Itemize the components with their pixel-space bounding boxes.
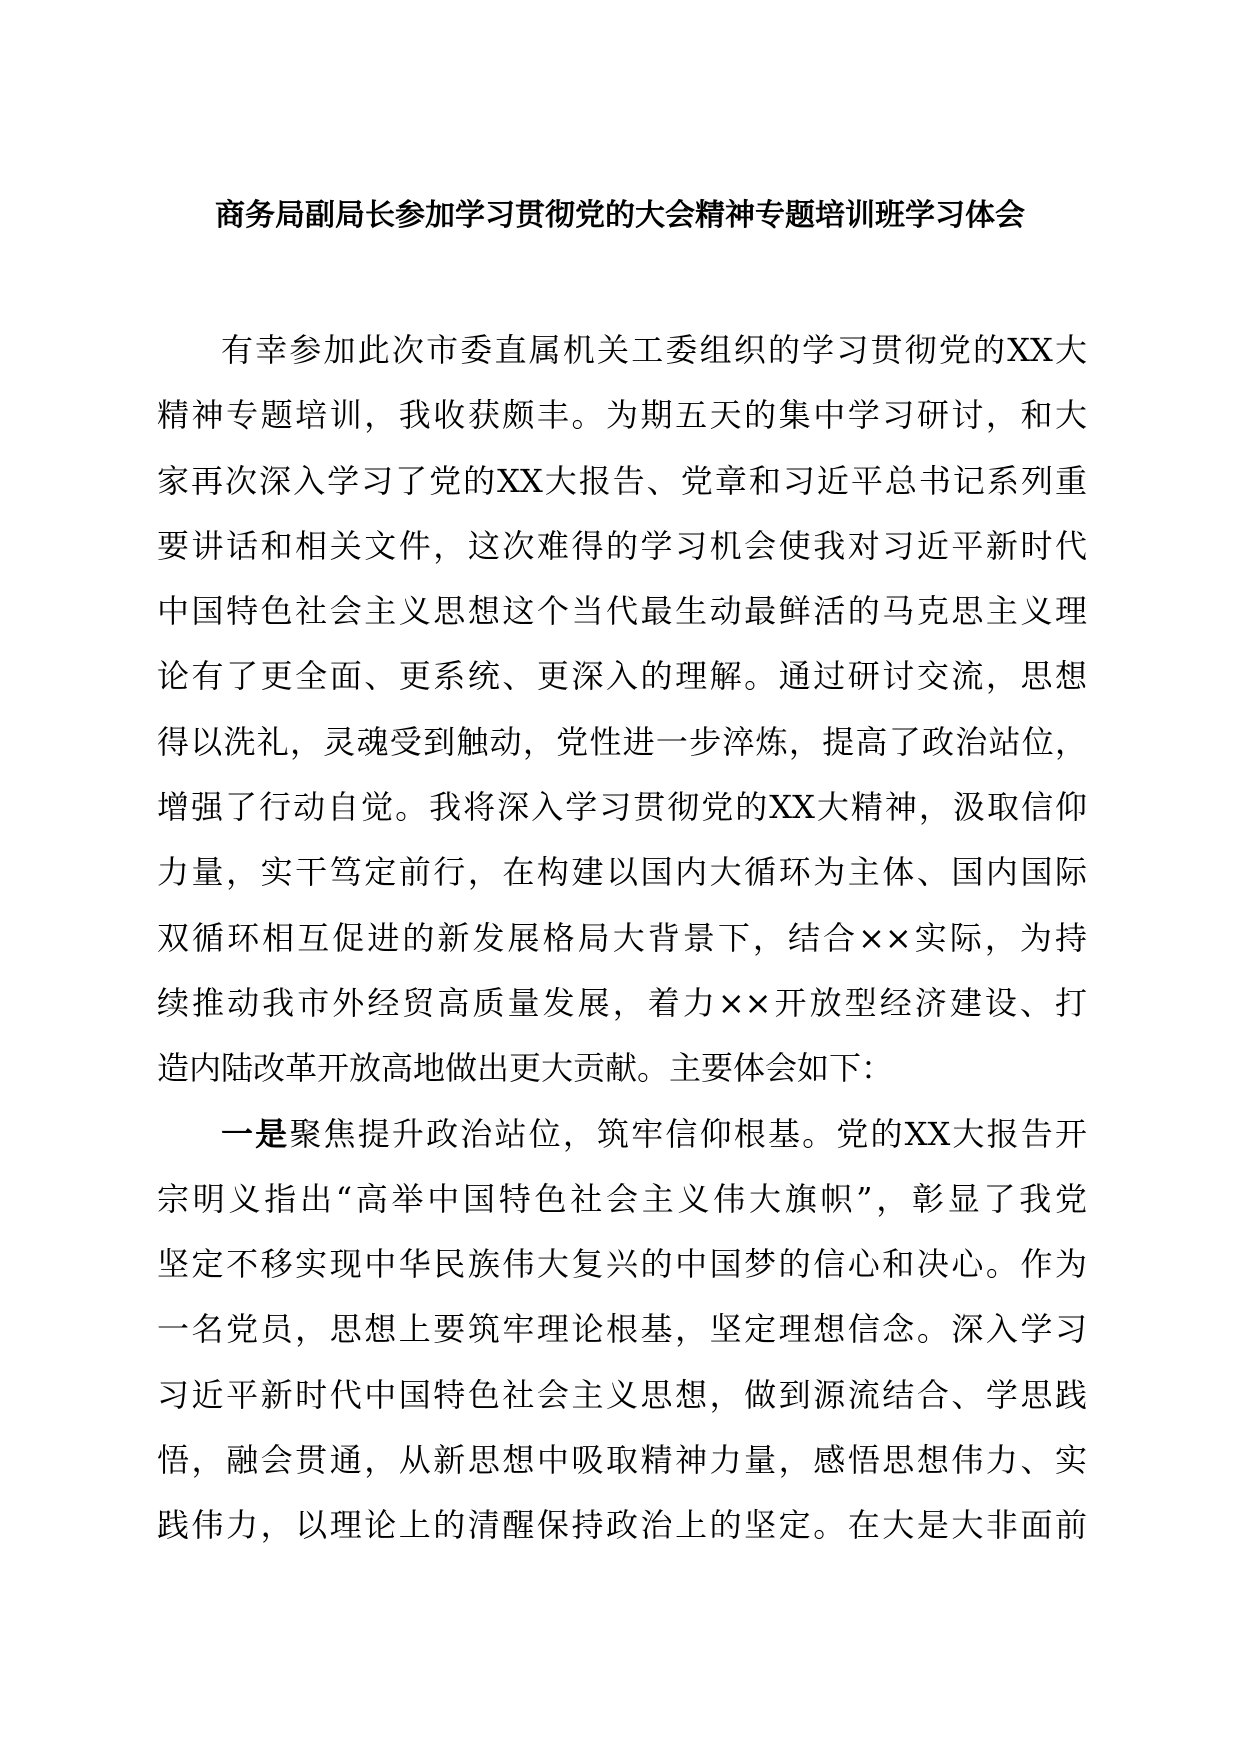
paragraph-line: 造内陆改革开放高地做出更大贡献。主要体会如下： [157, 1049, 894, 1088]
paragraph-line: 增强了行动自觉。我将深入学习贯彻党的XX大精神，汲取信仰 [157, 788, 1087, 827]
paragraph-line: 双循环相互促进的新发展格局大背景下，结合××实际，为持 [157, 918, 1087, 957]
paragraph-line: 精神专题培训，我收获颇丰。为期五天的集中学习研讨，和大 [157, 396, 1087, 435]
paragraph-line [157, 1102, 1087, 1167]
paragraph-line: 坚定不移实现中华民族伟大复兴的中国梦的信心和决心。作为 [157, 1245, 1087, 1284]
paragraph-line: 论有了更全面、更系统、更深入的理解。通过研讨交流，思想 [157, 657, 1087, 696]
paragraph-line: 续推动我市外经贸高质量发展，着力××开放型经济建设、打 [157, 983, 1087, 1022]
paragraph-line: 践伟力，以理论上的清醒保持政治上的坚定。在大是大非面前 [157, 1506, 1087, 1545]
paragraph-line: 有幸参加此次市委直属机关工委组织的学习贯彻党的XX大 [221, 331, 1087, 369]
paragraph-line: 中国特色社会主义思想这个当代最生动最鲜活的马克思主义理 [157, 592, 1087, 631]
document-title: 商务局副局长参加学习贯彻党的大会精神专题培训班学习体会 [215, 198, 1025, 233]
paragraph-line: 习近平新时代中国特色社会主义思想，做到源流结合、学思践 [157, 1375, 1087, 1414]
paragraph-line: 一名党员，思想上要筑牢理论根基，坚定理想信念。深入学习 [157, 1310, 1087, 1349]
paragraph-line: 得以洗礼，灵魂受到触动，党性进一步淬炼，提高了政治站位， [157, 722, 1087, 761]
paragraph-line-rest: 聚焦提升政治站位，筑牢信仰根基。党的XX大报告开 [289, 1114, 1087, 1153]
document-body [157, 318, 1087, 1559]
paragraph-line: 力量，实干笃定前行，在构建以国内大循环为主体、国内国际 [157, 853, 1087, 892]
paragraph-line: 宗明义指出“高举中国特色社会主义伟大旗帜”，彰显了我党 [157, 1179, 1087, 1218]
paragraph-lead: 一是 [221, 1114, 290, 1153]
paragraph-line: 家再次深入学习了党的XX大报告、党章和习近平总书记系列重 [157, 461, 1087, 500]
paragraph-line: 悟，融会贯通，从新思想中吸取精神力量，感悟思想伟力、实 [157, 1441, 1087, 1480]
paragraph-line: 要讲话和相关文件，这次难得的学习机会使我对习近平新时代 [157, 526, 1087, 565]
